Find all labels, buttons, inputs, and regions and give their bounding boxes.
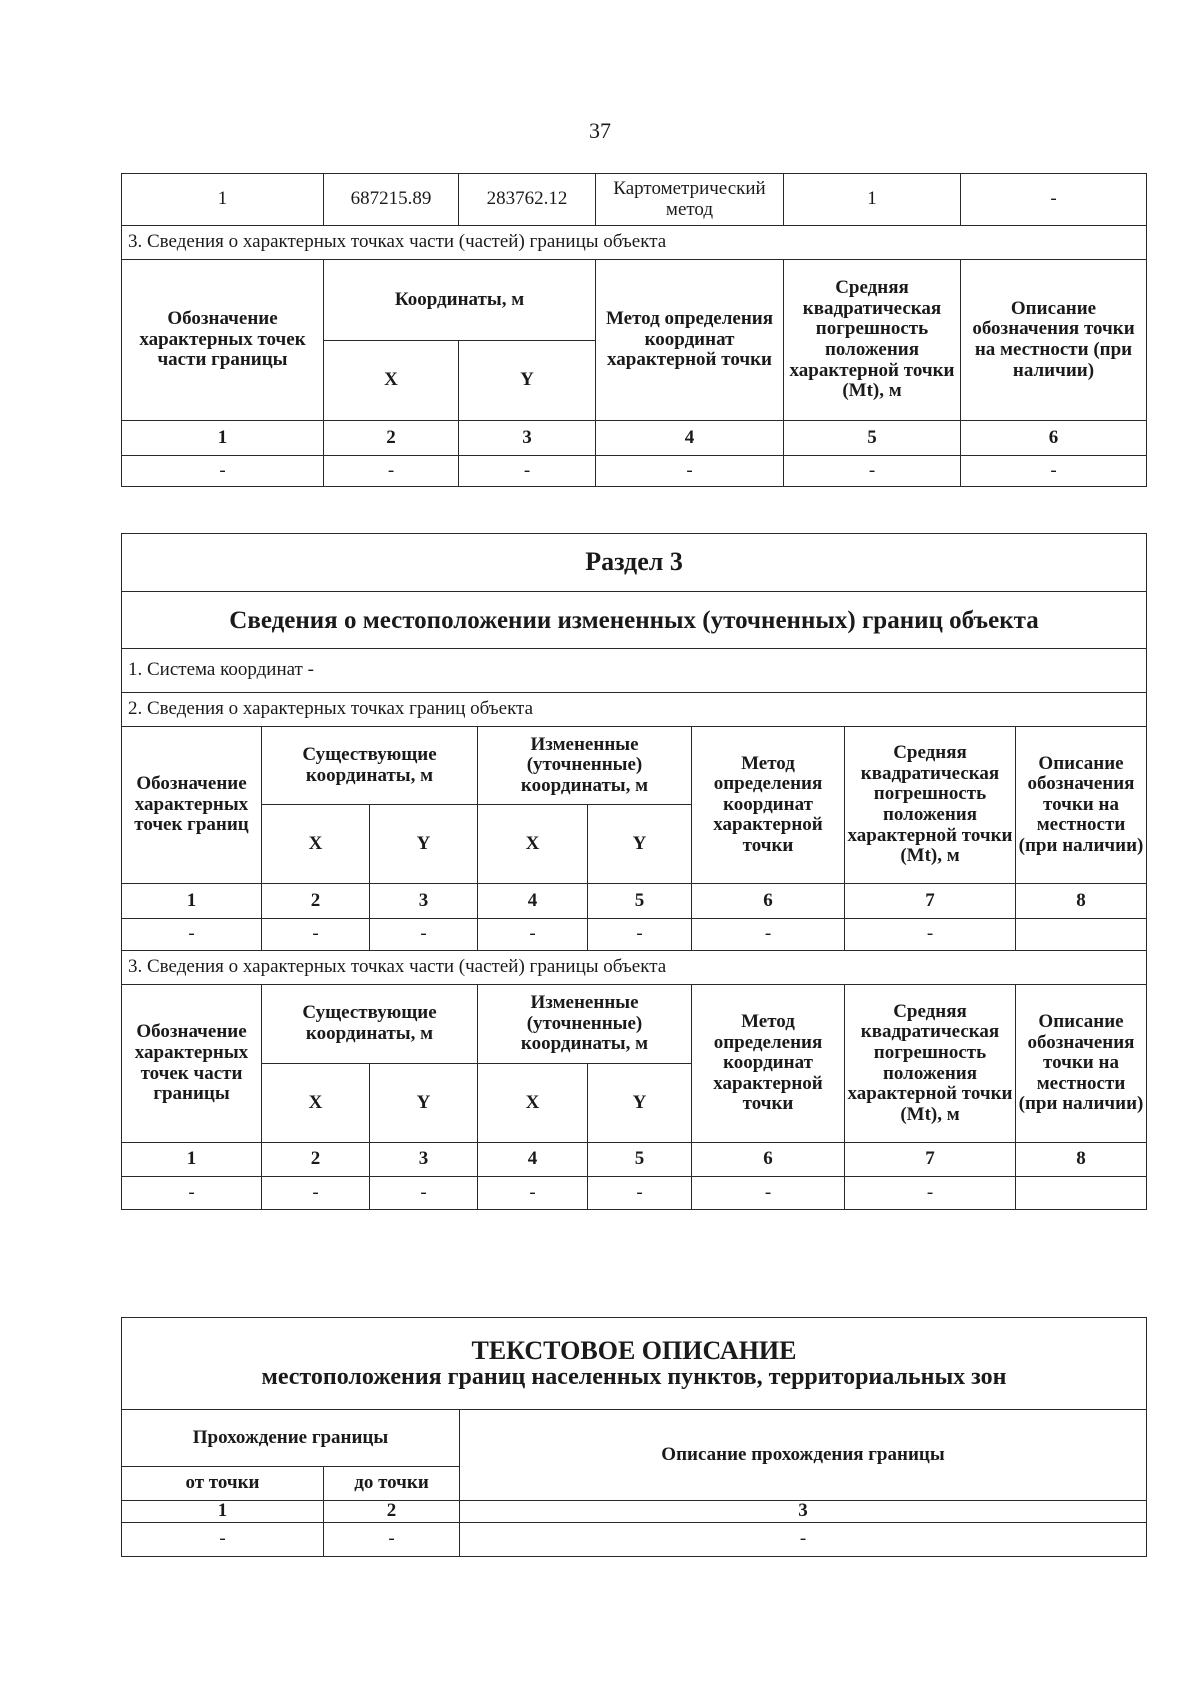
column-number: 4 xyxy=(596,421,784,456)
text-description-table xyxy=(121,1317,1147,1557)
y-header: Y xyxy=(588,805,692,884)
method-header: Метод определения координат характерной точки xyxy=(692,985,845,1143)
empty-cell: - xyxy=(588,919,692,951)
method-header: Метод определения координат характерной точки xyxy=(692,727,845,884)
empty-cell: - xyxy=(588,1177,692,1210)
empty-cell: - xyxy=(459,456,596,487)
designation-header: Обозначение характерных точек части границы xyxy=(122,985,262,1143)
y-header: Y xyxy=(459,341,596,421)
x-header: X xyxy=(324,341,459,421)
empty-cell: - xyxy=(370,919,478,951)
empty-cell: - xyxy=(122,1177,262,1210)
coordinates-header: Координаты, м xyxy=(324,260,596,341)
x-header: X xyxy=(262,805,370,884)
existing-coordinates-header: Существующие координаты, м xyxy=(262,985,478,1064)
subsection-title: 3. Сведения о характерных точках части (частей) границы объекта xyxy=(122,226,1147,260)
empty-cell: - xyxy=(122,456,324,487)
table-row xyxy=(122,919,1147,951)
description-header: Описание обозначения точки на местности (при наличии) xyxy=(961,260,1147,421)
empty-cell xyxy=(1016,919,1147,951)
error-header: Средняя квадратическая погрешность положения характерной точки (Mt), м xyxy=(845,727,1016,884)
column-number: 2 xyxy=(324,1501,460,1523)
empty-cell: - xyxy=(478,919,588,951)
empty-cell xyxy=(1016,1177,1147,1210)
empty-cell: - xyxy=(692,919,845,951)
column-number: 1 xyxy=(122,884,262,919)
empty-cell: - xyxy=(460,1523,1147,1557)
empty-cell: - xyxy=(324,1523,460,1557)
coordinate-system: 1. Система координат - xyxy=(122,649,1147,693)
passage-header: Прохождение границы xyxy=(122,1410,460,1467)
empty-cell: - xyxy=(324,456,459,487)
column-number: 5 xyxy=(588,1143,692,1177)
column-number: 5 xyxy=(588,884,692,919)
designation-header: Обозначение характерных точек границ xyxy=(122,727,262,884)
text-description-title: ТЕКСТОВОЕ ОПИСАНИЕ xyxy=(471,1335,797,1365)
empty-cell: - xyxy=(262,919,370,951)
column-number: 4 xyxy=(478,1143,588,1177)
empty-cell: - xyxy=(122,919,262,951)
column-number: 6 xyxy=(961,421,1147,456)
column-number: 1 xyxy=(122,1501,324,1523)
column-number: 5 xyxy=(784,421,961,456)
empty-cell: - xyxy=(370,1177,478,1210)
empty-cell: - xyxy=(478,1177,588,1210)
passage-description-header: Описание прохождения границы xyxy=(460,1410,1147,1501)
section-subtitle: Сведения о местоположении измененных (уточненных) границ объекта xyxy=(122,592,1147,649)
column-number: 3 xyxy=(460,1501,1147,1523)
column-number: 4 xyxy=(478,884,588,919)
empty-cell: - xyxy=(596,456,784,487)
column-numbers-row xyxy=(122,1501,1147,1523)
column-numbers-row xyxy=(122,1143,1147,1177)
empty-cell: - xyxy=(122,1523,324,1557)
column-number: 1 xyxy=(122,1143,262,1177)
column-numbers-row xyxy=(122,421,1147,456)
y-header: Y xyxy=(370,805,478,884)
from-point-header: от точки xyxy=(122,1467,324,1501)
description-cell: - xyxy=(961,174,1147,226)
section-3-block xyxy=(121,533,1146,1210)
section-3-table xyxy=(121,533,1147,1210)
y-header: Y xyxy=(588,1064,692,1143)
text-description-block xyxy=(121,1317,1146,1557)
error-cell: 1 xyxy=(784,174,961,226)
column-number: 6 xyxy=(692,884,845,919)
column-number: 2 xyxy=(262,1143,370,1177)
page-number: 37 xyxy=(589,118,611,143)
column-number: 2 xyxy=(262,884,370,919)
column-number: 6 xyxy=(692,1143,845,1177)
error-header: Средняя квадратическая погрешность положения характерной точки (Mt), м xyxy=(784,260,961,421)
existing-coordinates-header: Существующие координаты, м xyxy=(262,727,478,805)
column-number: 7 xyxy=(845,884,1016,919)
part-boundary-points-table xyxy=(121,173,1147,487)
empty-cell: - xyxy=(961,456,1147,487)
error-header: Средняя квадратическая погрешность положения характерной точки (Mt), м xyxy=(845,985,1016,1143)
text-description-heading xyxy=(122,1318,1147,1410)
column-number: 7 xyxy=(845,1143,1016,1177)
part-points-title: 3. Сведения о характерных точках части (частей) границы объекта xyxy=(122,951,1147,985)
empty-cell: - xyxy=(262,1177,370,1210)
description-header: Описание обозначения точки на местности (при наличии) xyxy=(1016,727,1147,884)
empty-cell: - xyxy=(845,1177,1016,1210)
text-description-subtitle: местоположения границ населенных пунктов, территориальных зон xyxy=(261,1363,1007,1390)
column-number: 8 xyxy=(1016,884,1147,919)
y-coordinate-cell: 283762.12 xyxy=(459,174,596,226)
column-number: 3 xyxy=(370,884,478,919)
table-row xyxy=(122,456,1147,487)
x-header: X xyxy=(478,805,588,884)
changed-coordinates-header: Измененные (уточненные) координаты, м xyxy=(478,985,692,1064)
x-coordinate-cell: 687215.89 xyxy=(324,174,459,226)
x-header: X xyxy=(478,1064,588,1143)
empty-cell: - xyxy=(784,456,961,487)
description-header: Описание обозначения точки на местности (при наличии) xyxy=(1016,985,1147,1143)
column-number: 3 xyxy=(370,1143,478,1177)
to-point-header: до точки xyxy=(324,1467,460,1501)
table-row xyxy=(122,174,1147,226)
boundary-points-title: 2. Сведения о характерных точках границ объекта xyxy=(122,693,1147,727)
point-number-cell: 1 xyxy=(122,174,324,226)
method-header: Метод определения координат характерной точки xyxy=(596,260,784,421)
empty-cell: - xyxy=(845,919,1016,951)
column-number: 3 xyxy=(459,421,596,456)
table-row xyxy=(122,1177,1147,1210)
changed-coordinates-header: Измененные (уточненные) координаты, м xyxy=(478,727,692,805)
method-cell: Картометрический метод xyxy=(596,174,784,226)
section-title: Раздел 3 xyxy=(122,534,1147,592)
column-number: 8 xyxy=(1016,1143,1147,1177)
empty-cell: - xyxy=(692,1177,845,1210)
column-number: 1 xyxy=(122,421,324,456)
table-row xyxy=(122,1523,1147,1557)
part-boundary-points-block xyxy=(121,173,1146,487)
column-number: 2 xyxy=(324,421,459,456)
y-header: Y xyxy=(370,1064,478,1143)
x-header: X xyxy=(262,1064,370,1143)
designation-header: Обозначение характерных точек части границы xyxy=(122,260,324,421)
column-numbers-row xyxy=(122,884,1147,919)
